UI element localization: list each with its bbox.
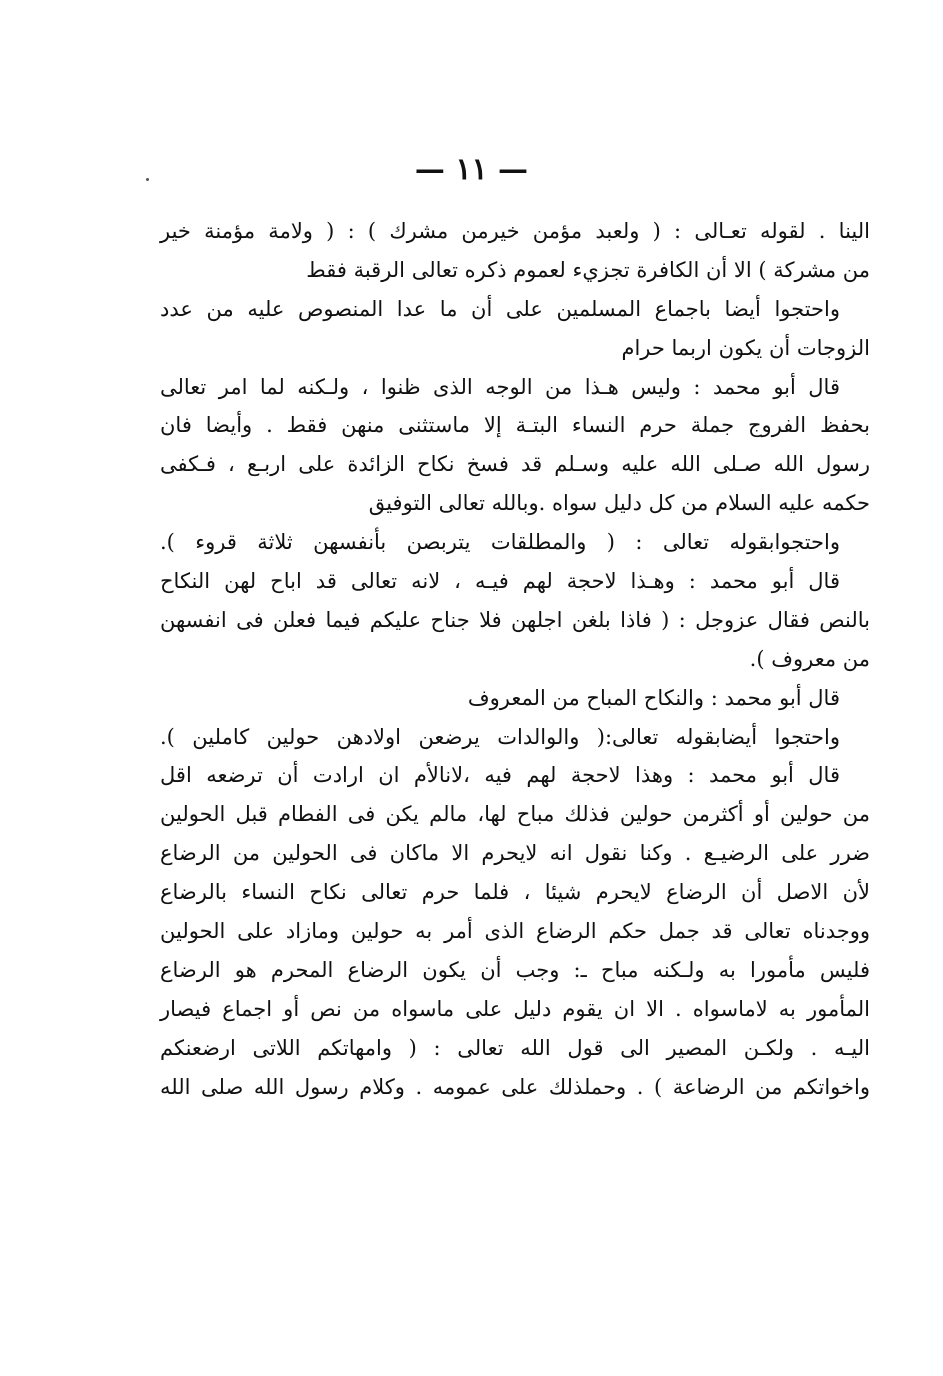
text-line: اليـه . ولكـن المصير الى قول الله تعالى : ( وامهاتكم اللاتى ارضعنكم <box>160 1035 870 1060</box>
page-number: — ١١ — <box>414 152 529 187</box>
text-line: قال أبو محمد : والنكاح المباح من المعروف <box>467 685 840 710</box>
text-line: قال أبو محمد : وهذا لاحجة لهم فيه ،لانالأم ان ارادت أن ترضعه اقل <box>160 763 840 788</box>
scan-speck <box>146 178 149 181</box>
text-line: من حولين أو أكثرمن حولين فذلك مباح لها، مالم يكن فى الفطام قبل الحولين <box>160 802 870 827</box>
text-line: قال أبو محمد : وهـذا لاحجة لهم فيـه ، لانه تعالى قد اباح لهن النكاح <box>160 569 840 594</box>
text-line: بالنص فقال عزوجل : ( فاذا بلغن اجلهن فلا جناح عليكم فيما فعلن فى انفسهن <box>160 607 870 632</box>
text-line: من معروف ). <box>749 646 870 671</box>
text-line: المأمور به لاماسواه . الا ان يقوم دليل على ماسواه من نص أو اجماع فيصار <box>160 996 870 1021</box>
text-line: حكمه عليه السلام من كل دليل سواه .وبالله تعالى التوفيق <box>368 491 870 516</box>
text-line: لأن الاصل أن الرضاع لايحرم شيئا ، فلما حرم تعالى نكاح النساء بالرضاع <box>160 880 870 905</box>
text-line: رسول الله صـلى الله عليه وسـلم قد فسخ نكاح الزائدة على اربـع ، فـكفى <box>160 452 870 477</box>
text-line: الينا . لقوله تعـالى : ( ولعبد مؤمن خيرمن مشرك ) : ( ولامة مؤمنة خير <box>160 219 870 243</box>
text-line: الزوجات أن يكون اربما حرام <box>621 335 870 360</box>
text-line: بحفظ الفروج جملة حرم النساء البتـة إلا ماستثنى منهن فقط . وأيضا فان <box>160 413 870 438</box>
text-line: قال أبو محمد : وليس هـذا من الوجه الذى ظنوا ، ولـكنه لما امر تعالى <box>160 374 840 399</box>
text-line: ووجدناه تعالى قد جمل حكم الرضاع الذى أمر به حولين ومازاد على الحولين <box>160 919 870 944</box>
text-line: واحتجوا أيضابقوله تعالى:( والوالدات يرضعن اولادهن حولين كاملين ). <box>160 724 840 749</box>
text-line: واحتجوابقوله تعالى : ( والمطلقات يتربصن بأنفسهن ثلاثة قروء ). <box>160 530 840 555</box>
text-line: من مشركة ) الا أن الكافرة تجزيء لعموم ذكره تعالى الرقبة فقط <box>306 257 870 282</box>
text-line: ضرر على الرضيـع . وكنا نقول انه لايحرم الا ماكان فى الحولين من الرضاع <box>160 841 870 866</box>
text-line: واحتجوا أيضا باجماع المسلمين على أن ما عدا المنصوص عليه من عدد <box>160 296 840 321</box>
text-line: فليس مأمورا به ولـكنه مباح ـ: وجب أن يكون الرضاع المحرم هو الرضاع <box>160 957 870 982</box>
body-text <box>160 212 870 1106</box>
text-line: واخواتكم من الرضاعة ) . وحملذلك على عمومه . وكلام رسول الله صلى الله <box>160 1074 870 1099</box>
